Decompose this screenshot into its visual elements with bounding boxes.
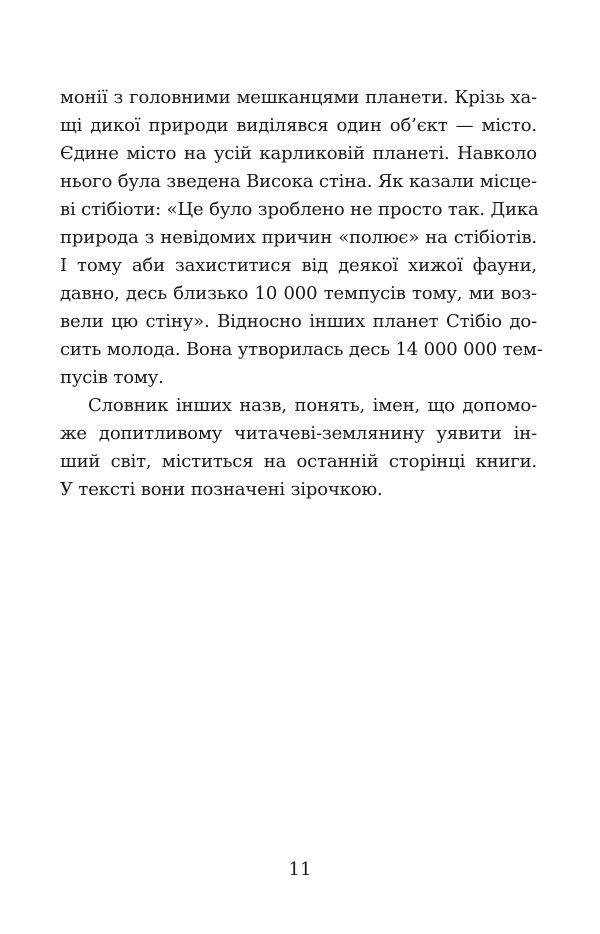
text-line: щі дикої природи виділявся один об’єкт — місто. <box>60 115 537 136</box>
paragraph-1 <box>60 84 543 392</box>
text-line: природа з невідомих причин «полює» на стібіотів. <box>60 227 537 248</box>
text-line: ві стібіоти: «Це було зроблено не просто так. Дика <box>60 199 539 220</box>
text-line: У тексті вони позначені зірочкою. <box>60 479 383 500</box>
text-line: Єдине місто на усій карликовій планеті. Навколо <box>60 143 537 164</box>
text-line: сить молода. Вона утворилась десь 14 000 000 тем- <box>60 339 543 360</box>
text-line: пусів тому. <box>60 367 164 388</box>
text-line: Словник інших назв, понять, імен, що допомо- <box>88 395 537 416</box>
text-line: вели цю стіну». Відносно інших планет Стібіо до- <box>60 311 537 332</box>
paragraph-2 <box>60 392 537 504</box>
body-text <box>60 84 543 504</box>
text-line: давно, десь близько 10 000 темпусів тому, ми воз- <box>60 283 537 304</box>
page-number: 11 <box>288 859 312 880</box>
text-line: монії з головними мешканцями планети. Крізь ха- <box>60 87 537 108</box>
text-line: ший світ, міститься на останній сторінці книги. <box>60 451 537 472</box>
text-line: І тому аби захиститися від деякої хижої фауни, <box>60 255 537 276</box>
text-line: же допитливому читачеві-землянину уявити ін- <box>60 423 537 444</box>
text-line: нього була зведена Висока стіна. Як казали місце- <box>60 171 537 192</box>
